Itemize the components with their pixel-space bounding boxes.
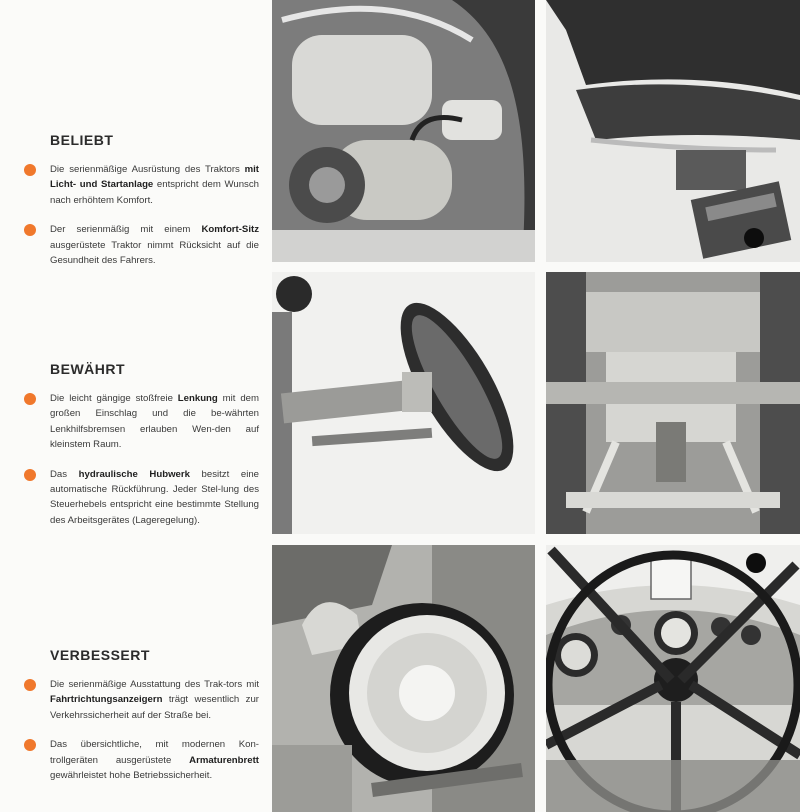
orange-bullet-icon	[24, 164, 36, 176]
punch-hole-dot	[744, 228, 764, 248]
section-beliebt	[24, 132, 259, 282]
section-heading: BELIEBT	[50, 132, 114, 148]
paragraph-komfort-sitz: Der serienmäßig mit einem Komfort-Sitz ausgerüstete Traktor nimmt Rücksicht auf die Gesundheit des Fahrers.	[24, 222, 259, 268]
photo-lenkung	[272, 272, 535, 534]
photo-armaturenbrett	[546, 545, 800, 812]
photo-scheinwerfer	[272, 545, 535, 812]
paragraph-armaturenbrett: Das übersichtliche, mit modernen Kon-trollgeräten ausgerüstete Armaturenbrett gewährleistet hohe Betriebssicherheit.	[24, 737, 259, 783]
orange-bullet-icon	[24, 739, 36, 751]
photo-komfort-sitz	[546, 0, 800, 262]
paragraph-hubwerk: Das hydraulische Hubwerk besitzt eine automatische Rückführung. Jeder Stel-lung des Steuerhebels entspricht eine bestimmte Stellung des Arbeitsgerätes (Lageregelung).	[24, 467, 259, 529]
paragraph-fahrtrichtungsanzeiger: Die serienmäßige Ausstattung des Trak-tors mit Fahrtrichtungsanzeigern trägt wesentlich zur Verkehrssicherheit auf der Straße bei.	[24, 677, 259, 723]
orange-bullet-icon	[24, 393, 36, 405]
photo-hubwerk	[546, 272, 800, 534]
paragraph-lenkung: Die leicht gängige stoßfreie Lenkung mit dem großen Einschlag und die be-währten Lenkhilfsbremsen erlauben Wen-den auf kleinstem Raum.	[24, 391, 259, 453]
section-verbessert	[24, 647, 259, 797]
section-heading: BEWÄHRT	[50, 361, 126, 377]
paragraph-licht-startanlage: Die serienmäßige Ausrüstung des Traktors mit Licht- und Startanlage entspricht dem Wunsch nach erhöhtem Komfort.	[24, 162, 259, 208]
text-column	[0, 0, 272, 812]
orange-bullet-icon	[24, 224, 36, 236]
punch-hole-dot	[746, 553, 766, 573]
orange-bullet-icon	[24, 469, 36, 481]
section-bewaehrt	[24, 361, 259, 542]
section-heading: VERBESSERT	[50, 647, 150, 663]
orange-bullet-icon	[24, 679, 36, 691]
photo-starter-motor	[272, 0, 535, 262]
